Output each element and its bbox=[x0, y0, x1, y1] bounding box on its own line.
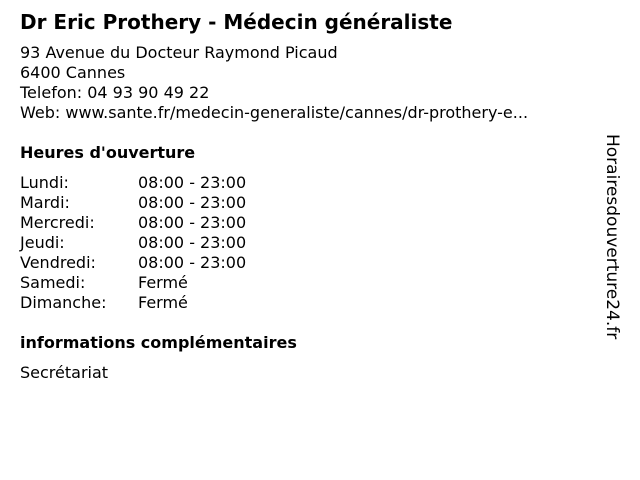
address-block bbox=[20, 43, 600, 123]
hours-row-jeudi bbox=[20, 233, 600, 253]
street-address: 93 Avenue du Docteur Raymond Picaud bbox=[20, 43, 338, 62]
phone-line bbox=[20, 83, 600, 103]
hours-row-samedi bbox=[20, 273, 600, 293]
day-label: Vendredi: bbox=[20, 253, 96, 272]
hours-row-mercredi bbox=[20, 213, 600, 233]
day-hours: 08:00 - 23:00 bbox=[138, 173, 247, 192]
day-label: Lundi: bbox=[20, 173, 69, 192]
day-label: Samedi: bbox=[20, 273, 86, 292]
site-watermark: Horairesdouverture24.fr bbox=[602, 134, 622, 340]
hours-row-mardi bbox=[20, 193, 600, 213]
day-hours: 08:00 - 23:00 bbox=[138, 253, 247, 272]
additional-info-heading: informations complémentaires bbox=[20, 333, 297, 352]
phone-number[interactable]: 04 93 90 49 22 bbox=[87, 83, 210, 102]
day-label: Jeudi: bbox=[20, 233, 65, 252]
web-link[interactable]: www.sante.fr/medecin-generaliste/cannes/dr-prothery-e... bbox=[65, 103, 529, 122]
day-label: Mercredi: bbox=[20, 213, 95, 232]
phone-label: Telefon: bbox=[20, 83, 83, 102]
day-hours: Fermé bbox=[138, 273, 188, 292]
day-hours: Fermé bbox=[138, 293, 188, 312]
day-label: Dimanche: bbox=[20, 293, 107, 312]
hours-row-dimanche bbox=[20, 293, 600, 313]
page-title: Dr Eric Prothery - Médecin généraliste bbox=[20, 10, 453, 34]
day-hours: 08:00 - 23:00 bbox=[138, 193, 247, 212]
opening-hours-table bbox=[20, 173, 600, 313]
day-hours: 08:00 - 23:00 bbox=[138, 233, 247, 252]
opening-hours-heading: Heures d'ouverture bbox=[20, 143, 196, 162]
city-address: 6400 Cannes bbox=[20, 63, 126, 82]
additional-info-text: Secrétariat bbox=[20, 363, 109, 382]
day-label: Mardi: bbox=[20, 193, 70, 212]
day-hours: 08:00 - 23:00 bbox=[138, 213, 247, 232]
business-card bbox=[20, 9, 600, 383]
web-label: Web: bbox=[20, 103, 61, 122]
hours-row-lundi bbox=[20, 173, 600, 193]
web-line bbox=[20, 103, 600, 123]
hours-row-vendredi bbox=[20, 253, 600, 273]
